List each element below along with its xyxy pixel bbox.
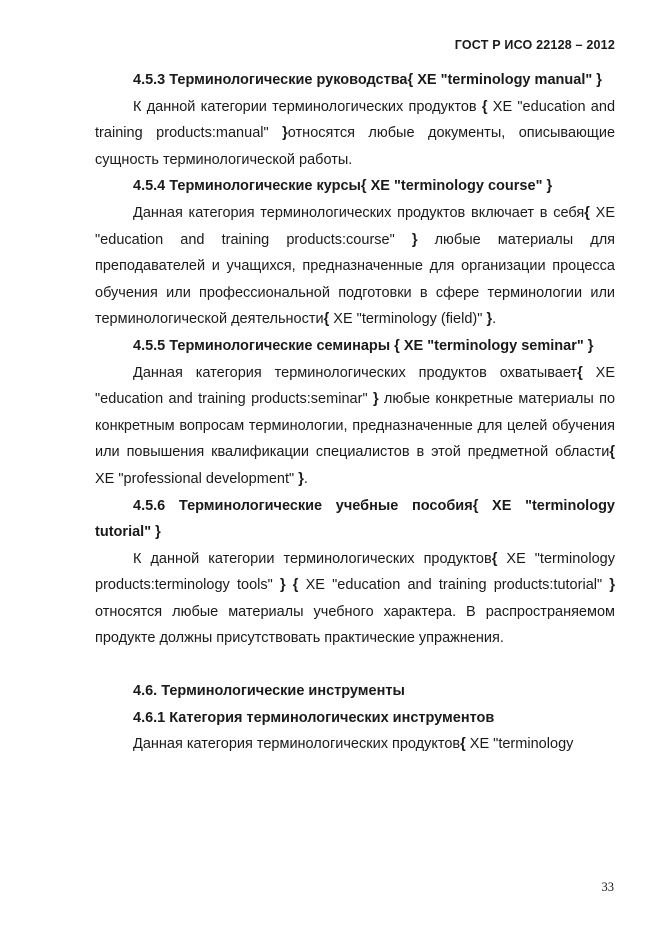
field-brace: }: [279, 577, 286, 594]
field-brace: }: [546, 178, 553, 195]
field-brace: {: [491, 550, 498, 567]
xe-field: { XE "professional development" }: [95, 444, 615, 487]
paragraph-text: Данная категория терминологических продуктов охватывает: [133, 364, 578, 381]
section-heading-4-6: [95, 678, 615, 705]
section-heading-4-5-4: [95, 173, 615, 200]
xe-field: { XE "education and training products:course" }: [95, 204, 615, 248]
heading-text: 4.6.1 Категория терминологических инструментов: [133, 709, 495, 726]
field-brace: {: [360, 178, 367, 195]
paragraph-4-5-4: [95, 200, 615, 333]
heading-text: 4.5.6 Терминологические учебные пособия: [133, 497, 473, 514]
field-brace: {: [609, 444, 615, 461]
paragraph-4-5-3: [95, 94, 615, 174]
paragraph-text: .: [492, 311, 497, 328]
heading-text: 4.5.4 Терминологические курсы: [133, 178, 361, 195]
field-brace: {: [481, 98, 488, 115]
paragraph-spacer: [95, 652, 615, 678]
xe-field: { XE "terminology course" }: [360, 178, 553, 195]
heading-text: 4.5.5 Терминологические семинары: [133, 337, 395, 354]
page-number: 33: [601, 880, 614, 894]
field-brace: }: [587, 337, 594, 354]
field-brace: {: [394, 337, 400, 354]
page-body: [95, 67, 615, 758]
paragraph-4-6-1: [95, 731, 615, 758]
paragraph-text: .: [303, 470, 308, 487]
field-brace: {: [584, 204, 590, 221]
field-brace: }: [155, 524, 161, 541]
paragraph-text: любые конкретные материалы по конкретным вопросам терминологии, предназначенные для целей обучения или повышения квалификации специалистов в этой предметной области: [95, 391, 616, 461]
field-brace: {: [472, 497, 479, 514]
paragraph-text: К данной категории терминологических продуктов: [133, 550, 492, 567]
field-brace: }: [609, 577, 615, 594]
field-brace: }: [282, 125, 288, 142]
field-brace: }: [411, 231, 418, 248]
section-heading-4-6-1: [95, 705, 615, 732]
xe-field: { XE "terminology manual" }: [407, 72, 602, 88]
field-brace: {: [460, 736, 466, 753]
paragraph-text: относятся любые материалы учебного характера. В распространяемом продукте должны присутствовать практические упражнения.: [95, 603, 615, 647]
xe-field: { XE "education and training products:seminar" }: [95, 364, 615, 408]
section-heading-4-5-6: [95, 493, 615, 546]
field-brace: }: [298, 470, 304, 487]
field-brace: {: [292, 577, 299, 594]
paragraph-text: [286, 577, 293, 593]
field-brace: {: [577, 364, 583, 381]
paragraph-text: К данной категории терминологических продуктов: [133, 98, 482, 115]
xe-field: { XE "terminology seminar" }: [394, 337, 594, 354]
paragraph-text: любые материалы для преподавателей и учащихся, предназначенные для организации процесса обучения или профессиональной подготовки в сфере терминологии или терминологической деятельности: [95, 231, 616, 328]
paragraph-4-5-5: [95, 360, 615, 493]
xe-field: { XE "terminology (field)" }: [323, 311, 493, 328]
field-brace: }: [372, 391, 379, 408]
xe-field: { XE "education and training products:tutorial" }: [292, 577, 615, 594]
heading-text: 4.6. Терминологические инструменты: [133, 683, 405, 700]
field-brace: }: [486, 311, 493, 328]
xe-field: { XE "terminology: [460, 736, 574, 753]
paragraph-text: относятся любые документы, описывающие сущность терминологической работы.: [95, 125, 616, 168]
field-brace: }: [596, 72, 602, 88]
paragraph-4-5-6: [95, 546, 615, 652]
heading-text: 4.5.3 Терминологические руководства: [133, 72, 408, 88]
xe-field: { XE "terminology products:terminology tools" }: [95, 550, 615, 594]
xe-field: { XE "terminology tutorial" }: [95, 497, 615, 541]
section-heading-4-5-3: [95, 67, 615, 94]
field-brace: {: [407, 72, 414, 88]
field-brace: {: [323, 311, 330, 328]
paragraph-text: Данная категория терминологических продуктов включает в себя: [133, 204, 585, 221]
section-heading-4-5-5: [95, 333, 615, 360]
xe-field: { XE "education and training products:manual" }: [95, 98, 616, 142]
standard-header: ГОСТ Р ИСО 22128 – 2012: [454, 38, 615, 52]
paragraph-text: Данная категория терминологических продуктов: [133, 736, 461, 753]
